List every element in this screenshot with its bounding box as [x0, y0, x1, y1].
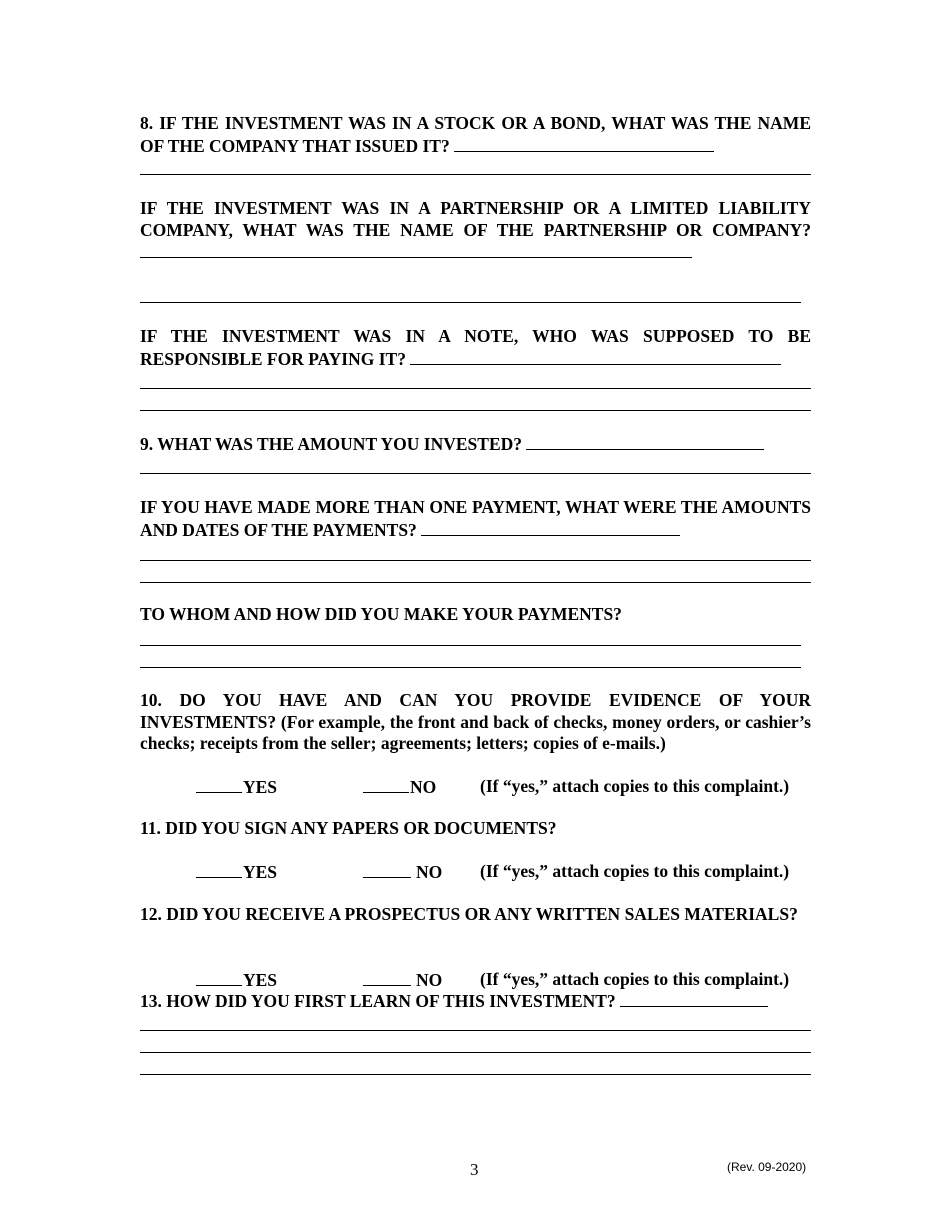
q8-partnership-answer-field[interactable]: [140, 241, 692, 258]
q10-no-option[interactable]: NO: [363, 776, 436, 799]
q9-amount-answer-line[interactable]: [140, 473, 811, 474]
q9-to-whom-question: TO WHOM AND HOW DID YOU MAKE YOUR PAYMENTS?: [140, 604, 622, 624]
q13-answer-field[interactable]: [620, 990, 768, 1007]
q13-answer-line-3[interactable]: [140, 1074, 811, 1075]
q9-payments-answer-line-2[interactable]: [140, 582, 811, 583]
q8-note-question: IF THE INVESTMENT WAS IN A NOTE, WHO WAS SUPPOSED TO BE RESPONSIBLE FOR PAYING IT?: [140, 326, 811, 369]
q11-no-blank[interactable]: [363, 861, 411, 878]
q9-amount-answer-field[interactable]: [526, 433, 764, 450]
q11-yes-option[interactable]: YES: [196, 861, 277, 884]
page-number: 3: [470, 1160, 479, 1179]
q12-prospectus-question: 12. DID YOU RECEIVE A PROSPECTUS OR ANY WRITTEN SALES MATERIALS?: [140, 904, 798, 924]
q8-partnership-question: IF THE INVESTMENT WAS IN A PARTNERSHIP OR A LIMITED LIABILITY COMPANY, WHAT WAS THE NAME OF THE PARTNERSHIP OR COMPANY?: [140, 198, 811, 264]
q8-note-answer-line-1[interactable]: [140, 388, 811, 389]
q11-attach-note: (If “yes,” attach copies to this complaint.): [480, 861, 790, 881]
q9-to-whom-answer-line-1[interactable]: [140, 645, 801, 646]
q11-yes-blank[interactable]: [196, 861, 242, 878]
q9-payments-answer-field[interactable]: [421, 519, 680, 536]
q9-multiple-payments-question: IF YOU HAVE MADE MORE THAN ONE PAYMENT, WHAT WERE THE AMOUNTS AND DATES OF THE PAYMENTS?: [140, 497, 811, 540]
q13-answer-line-2[interactable]: [140, 1052, 811, 1053]
q8-company-answer-field[interactable]: [454, 135, 714, 152]
q10-yes-blank[interactable]: [196, 776, 242, 793]
q12-yes-blank[interactable]: [196, 969, 242, 986]
q10-yes-option[interactable]: YES: [196, 776, 277, 799]
q11-no-option[interactable]: NO: [363, 861, 442, 884]
q8-stock-bond-question: 8. IF THE INVESTMENT WAS IN A STOCK OR A BOND, WHAT WAS THE NAME OF THE COMPANY THAT ISSUED IT?: [140, 113, 811, 156]
q10-no-blank[interactable]: [363, 776, 409, 793]
q12-no-option[interactable]: NO: [363, 969, 442, 992]
form-page: [140, 0, 811, 1230]
q13-answer-line-1[interactable]: [140, 1030, 811, 1031]
q11-sign-papers-question: 11. DID YOU SIGN ANY PAPERS OR DOCUMENTS?: [140, 818, 557, 838]
q8-note-answer-field[interactable]: [410, 348, 781, 365]
q9-to-whom-answer-line-2[interactable]: [140, 667, 801, 668]
q10-evidence-question: 10. DO YOU HAVE AND CAN YOU PROVIDE EVIDENCE OF YOUR INVESTMENTS? (For example, the front and back of checks, money orders, or cashier’s checks; receipts from the seller; agreements; letters; copies of e-mails.): [140, 690, 811, 753]
revision-label: (Rev. 09-2020): [727, 1160, 807, 1174]
q8-partnership-answer-line[interactable]: [140, 302, 801, 303]
q12-yes-option[interactable]: YES: [196, 969, 277, 992]
q9-payments-answer-line-1[interactable]: [140, 560, 811, 561]
q8-note-answer-line-2[interactable]: [140, 410, 811, 411]
q13-learn-question: 13. HOW DID YOU FIRST LEARN OF THIS INVESTMENT?: [140, 990, 811, 1013]
q12-attach-note: (If “yes,” attach copies to this complaint.): [480, 969, 790, 989]
q10-attach-note: (If “yes,” attach copies to this complaint.): [480, 776, 790, 796]
q8-answer-line[interactable]: [140, 174, 811, 175]
q9-amount-question: 9. WHAT WAS THE AMOUNT YOU INVESTED?: [140, 433, 811, 456]
q12-no-blank[interactable]: [363, 969, 411, 986]
